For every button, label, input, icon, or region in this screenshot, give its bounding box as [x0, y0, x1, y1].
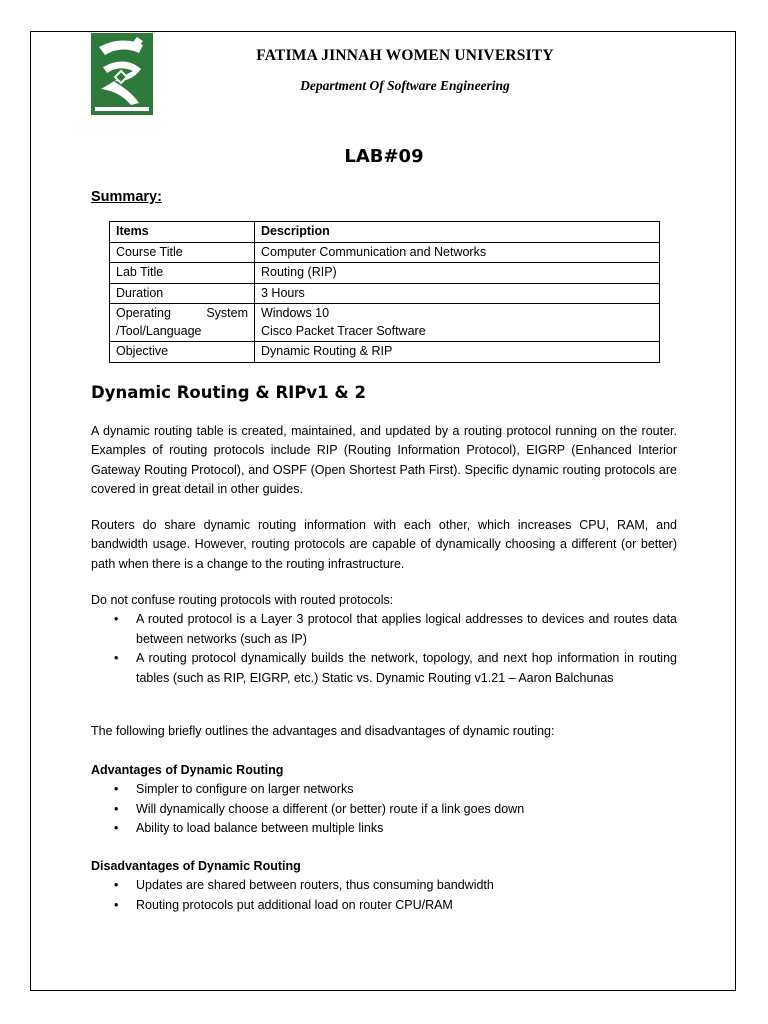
- bullet-icon: •: [114, 782, 119, 797]
- list-item: [114, 610, 677, 649]
- summary-table: [109, 221, 660, 363]
- list-item-text: Ability to load balance between multiple links: [136, 821, 384, 836]
- university-name: FATIMA JINNAH WOMEN UNIVERSITY: [256, 47, 554, 64]
- item-word-operating: Operating: [116, 306, 171, 320]
- table-row: [110, 242, 660, 263]
- table-cell-description: 3 Hours: [255, 283, 660, 304]
- section-heading: Dynamic Routing & RIPv1 & 2: [91, 383, 367, 402]
- routed-vs-routing-list: [91, 610, 677, 688]
- table-cell-description: Dynamic Routing & RIP: [255, 342, 660, 363]
- desc-line-2: Cisco Packet Tracer Software: [261, 323, 426, 338]
- advantages-block: [91, 761, 677, 839]
- table-cell-description: Routing (RIP): [255, 263, 660, 284]
- item-word-system: System: [206, 306, 248, 320]
- paragraph-do-not-confuse: Do not confuse routing protocols with routed protocols:: [91, 593, 394, 607]
- list-item-text: A routing protocol dynamically builds the network, topology, and next hop information in routing tables (such as RIP, EIGRP, etc.) Static vs. Dynamic Routing v1.21 – Aaron Balchunas: [136, 651, 677, 685]
- body-text-block-1: [91, 422, 677, 500]
- disadvantages-block: [91, 857, 677, 915]
- list-item-text: A routed protocol is a Layer 3 protocol that applies logical addresses to devices and routes data between networks (such as IP): [136, 612, 677, 646]
- advantages-list: [91, 780, 677, 838]
- paragraph-routers-share: Routers do share dynamic routing information with each other, which increases CPU, RAM, and bandwidth usage. However, routing protocols are capable of dynamically choosing a different (or better) path when there is a change to the routing infrastructure.: [91, 518, 677, 571]
- bullet-icon: •: [114, 612, 119, 627]
- table-cell-item: Lab Title: [110, 263, 255, 284]
- paragraph-routing-table: A dynamic routing table is created, maintained, and updated by a routing protocol running on the router. Examples of routing protocols include RIP (Routing Information Protocol), EIGRP (Enhanced Interior Gateway Routing Protocol), and OSPF (Open Shortest Path First). Specific dynamic routing protocols are covered in great detail in other guides.: [91, 424, 677, 497]
- table-row: [110, 263, 660, 284]
- summary-heading: Summary:: [91, 189, 162, 205]
- bullet-icon: •: [114, 878, 119, 893]
- page-border: [30, 31, 736, 991]
- paragraph-outline: The following briefly outlines the advantages and disadvantages of dynamic routing:: [91, 724, 555, 738]
- list-item: [114, 819, 677, 838]
- list-item: [114, 800, 677, 819]
- table-cell-item: Objective: [110, 342, 255, 363]
- body-text-block-3: [91, 591, 677, 688]
- department-name: Department Of Software Engineering: [300, 78, 510, 93]
- table-row: [110, 304, 660, 342]
- item-line-2: /Tool/Language: [116, 323, 202, 338]
- list-item: [114, 780, 677, 799]
- table-header-row: [110, 222, 660, 243]
- disadvantages-list: [91, 876, 677, 915]
- list-item: [114, 649, 677, 688]
- advantages-heading: Advantages of Dynamic Routing: [91, 763, 284, 777]
- list-item-text: Routing protocols put additional load on router CPU/RAM: [136, 897, 453, 912]
- list-item-text: Updates are shared between routers, thus consuming bandwidth: [136, 878, 494, 893]
- table-row: [110, 283, 660, 304]
- table-cell-description: Computer Communication and Networks: [255, 242, 660, 263]
- lab-title: LAB#09: [344, 146, 424, 167]
- column-header-items: Items: [110, 222, 255, 243]
- body-text-block-2: [91, 516, 677, 574]
- table-cell-description: [255, 304, 660, 342]
- list-item-text: Will dynamically choose a different (or better) route if a link goes down: [136, 801, 525, 816]
- body-text-block-4: [91, 722, 677, 741]
- list-item-text: Simpler to configure on larger networks: [136, 782, 354, 797]
- bullet-icon: •: [114, 821, 119, 836]
- desc-line-1: Windows 10: [261, 306, 330, 320]
- column-header-description: Description: [255, 222, 660, 243]
- table-row: [110, 342, 660, 363]
- bullet-icon: •: [114, 801, 119, 816]
- disadvantages-heading: Disadvantages of Dynamic Routing: [91, 859, 301, 873]
- university-logo-icon: [91, 33, 153, 115]
- bullet-icon: •: [114, 651, 119, 666]
- bullet-icon: •: [114, 897, 119, 912]
- table-cell-item: Duration: [110, 283, 255, 304]
- table-cell-item: Course Title: [110, 242, 255, 263]
- list-item: [114, 876, 677, 895]
- table-cell-item: [110, 304, 255, 342]
- item-line-1: [116, 305, 248, 323]
- list-item: [114, 896, 677, 915]
